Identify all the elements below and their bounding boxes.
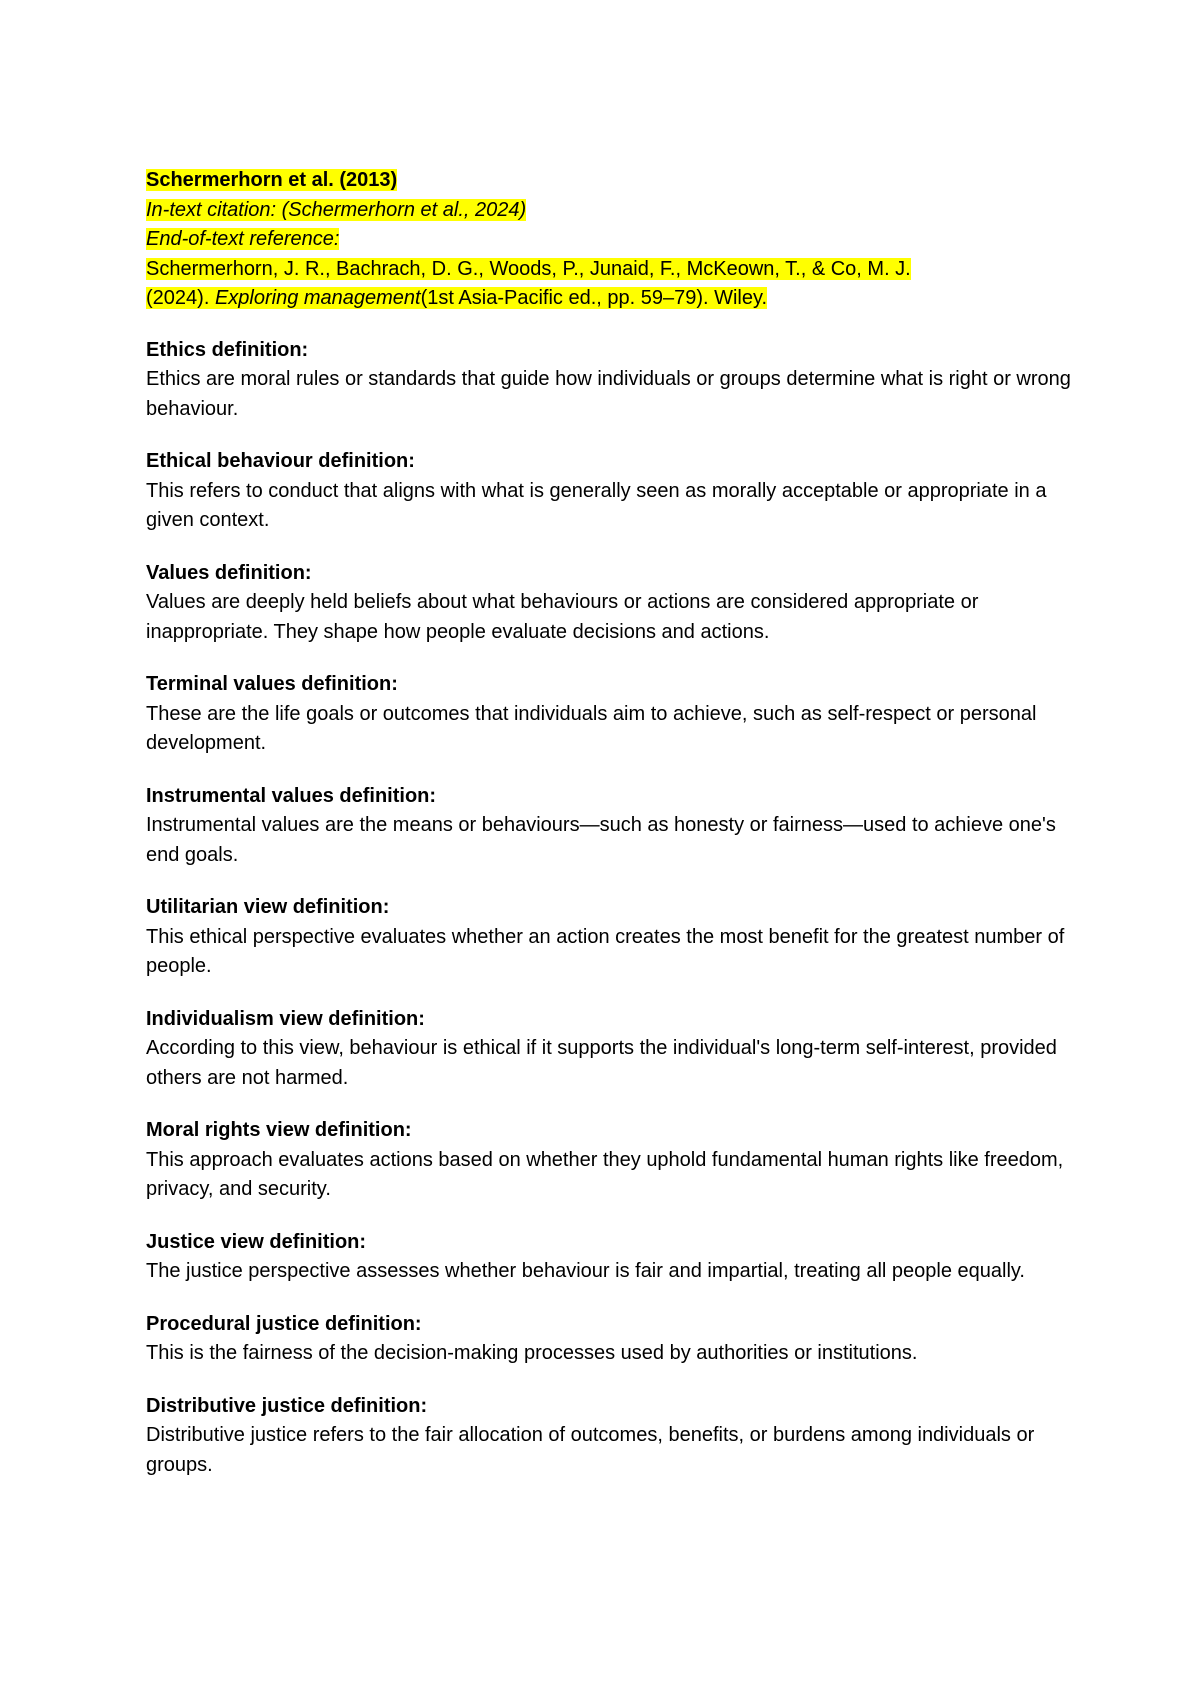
definition-text: This ethical perspective evaluates whether an action creates the most benefit for the greatest number of people. <box>146 925 1065 977</box>
definition-heading: Instrumental values definition: <box>146 784 437 807</box>
definition-text: Distributive justice refers to the fair allocation of outcomes, benefits, or burdens among individuals or groups. <box>146 1424 1035 1476</box>
definition-heading: Ethics definition: <box>146 338 309 361</box>
reference-authors: Schermerhorn, J. R., Bachrach, D. G., Woods, P., Junaid, F., McKeown, T., & Co, M. J. <box>146 257 911 280</box>
reference-book-title: Exploring management <box>214 287 421 309</box>
definition-individualism-view <box>146 1005 1076 1094</box>
definition-heading: Ethical behaviour definition: <box>146 450 415 472</box>
definition-heading: Individualism view definition: <box>146 1007 425 1030</box>
definition-procedural-justice <box>146 1310 1076 1369</box>
definition-text: Ethics are moral rules or standards that guide how individuals or groups determine what is right or wrong behaviour. <box>146 368 1071 420</box>
definition-heading: Values definition: <box>146 561 312 584</box>
citation-block <box>146 166 1076 314</box>
definition-heading: Terminal values definition: <box>146 673 398 695</box>
definition-heading: Moral rights view definition: <box>146 1119 412 1141</box>
reference-edition: (1st Asia-Pacific ed., pp. 59–79). Wiley. <box>420 287 768 309</box>
definition-instrumental-values <box>146 782 1076 871</box>
definition-terminal-values <box>146 670 1076 759</box>
definition-utilitarian-view <box>146 893 1076 982</box>
definition-justice-view <box>146 1228 1076 1287</box>
definition-text: The justice perspective assesses whether behaviour is fair and impartial, treating all people equally. <box>146 1260 1025 1282</box>
definition-text: Instrumental values are the means or behaviours—such as honesty or fairness—used to achieve one's end goals. <box>146 814 1056 866</box>
definition-text: This approach evaluates actions based on whether they uphold fundamental human rights like freedom, privacy, and security. <box>146 1148 1064 1200</box>
definition-heading: Justice view definition: <box>146 1230 367 1253</box>
definition-text: This is the fairness of the decision-making processes used by authorities or institutions. <box>146 1342 918 1364</box>
reference-year: (2024). <box>146 287 215 309</box>
definitions-list <box>146 336 1076 1481</box>
definition-text: This refers to conduct that aligns with what is generally seen as morally acceptable or appropriate in a given context. <box>146 479 1047 531</box>
definition-heading: Utilitarian view definition: <box>146 896 390 918</box>
definition-text: Values are deeply held beliefs about what behaviours or actions are considered appropriate or inappropriate. They shape how people evaluate decisions and actions. <box>146 591 979 643</box>
definition-text: According to this view, behaviour is ethical if it supports the individual's long-term self-interest, provided others are not harmed. <box>146 1037 1057 1089</box>
in-text-citation: In-text citation: (Schermerhorn et al., 2024) <box>146 198 527 221</box>
definition-heading: Procedural justice definition: <box>146 1312 422 1335</box>
definition-ethics <box>146 336 1076 425</box>
citation-title: Schermerhorn et al. (2013) <box>146 169 398 191</box>
definition-values <box>146 559 1076 648</box>
definition-distributive-justice <box>146 1392 1076 1481</box>
definition-moral-rights-view <box>146 1116 1076 1205</box>
definition-text: These are the life goals or outcomes that individuals aim to achieve, such as self-respect or personal development. <box>146 702 1037 754</box>
definition-ethical-behaviour <box>146 447 1076 536</box>
reference-detail <box>146 287 767 309</box>
end-of-text-label: End-of-text reference: <box>146 228 340 250</box>
definition-heading: Distributive justice definition: <box>146 1394 428 1417</box>
document-page <box>146 166 1076 1503</box>
